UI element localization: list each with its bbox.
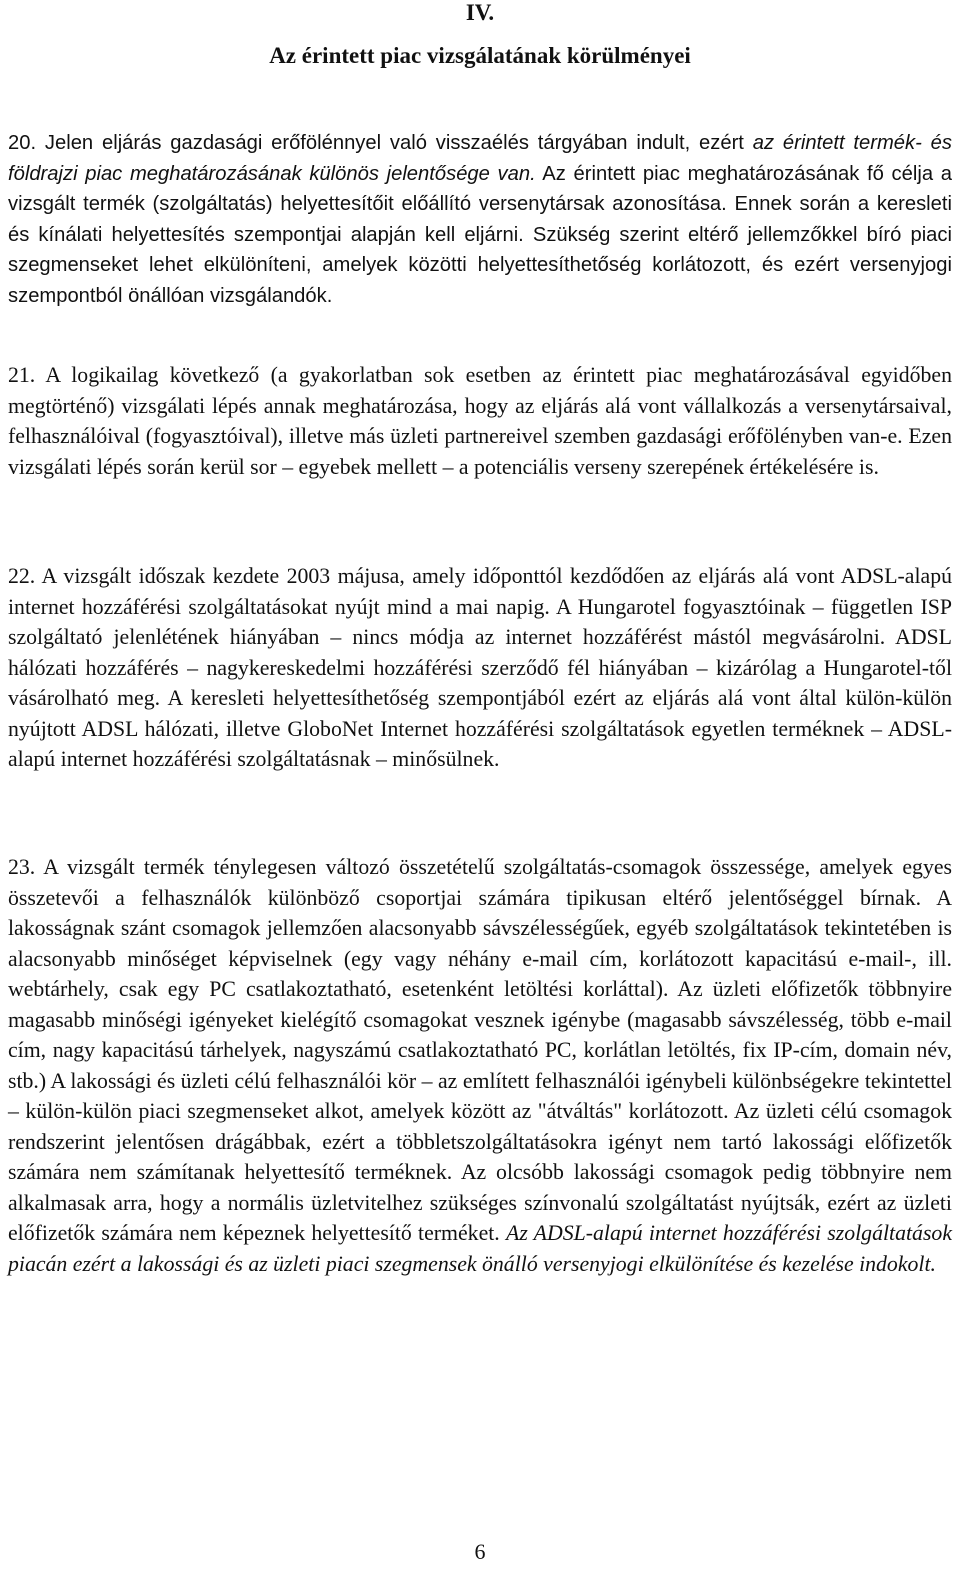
paragraph-text: A vizsgált időszak kezdete 2003 májusa, amely időponttól kezdődően az eljárás alá vont ADSL-alapú internet hozzáférési szolgáltatásokat nyújt mind a mai napig. A Hungarotel fogyasztóinak – független ISP szolgáltató jelenlétének hiányában – nincs módja az internet hozzáférést mástól megvásárolni. ADSL hálózati hozzáférés – nagykereskedelmi hozzáférési szerződő fél hiányában – kizárólag a Hungarotel-től vásárolható meg. A keresleti helyettesíthetőség szempontjából ezért az eljárás alá vont által külön-külön nyújtott ADSL hálózati, illetve GloboNet Internet hozzáférési szolgáltatások egyetlen terméknek – ADSL-alapú internet hozzáférési szolgáltatásnak – minősülnek. bbox=[8, 564, 952, 771]
paragraph-text: A vizsgált termék ténylegesen változó összetételű szolgáltatás-csomagok összessége, amelyek egyes összetevői a felhasználók különböző csoportjai számára tipikusan eltérő jelentőséggel bírnak. A lakosságnak szánt csomagok jellemzően alacsonyabb sávszélességűek, egyéb szolgáltatások tekintetében is alacsonyabb minőséget képviselnek (egy vagy néhány e-mail cím, korlátozott kapacitású e-mail-, ill. webtárhely, csak egy PC csatlakoztatható, esetenként letöltési korláttal). Az üzleti előfizetők többnyire magasabb minőségi igényeket kielégítő csomagokat vesznek igénybe (magasabb sávszélesség, több e-mail cím, nagy kapacitású tárhelyek, nagyszámú csatlakoztatható PC, korlátlan letöltés, fix IP-cím, domain név, stb.) A lakossági és üzleti célú felhasználói kör – az említett felhasználói igénybeli különbségekre tekintettel – külön-külön piaci szegmenseket alkot, amelyek között az "átváltás" korlátozott. Az üzleti célú csomagok rendszerint jelentősen drágábbak, ezért a többletszolgáltatásokra igényt nem tartó lakossági előfizetők számára nem számítanak helyettesítő terméknek. Az olcsóbb lakossági csomagok pedig többnyire nem alkalmasak arra, hogy a normális üzletvitelhez szükséges színvonalú szolgáltatást nyújtsák, ezért az üzleti előfizetők számára nem képeznek helyettesítő terméket. bbox=[8, 855, 952, 1245]
paragraph-number: 23. bbox=[8, 855, 36, 879]
section-title: Az érintett piac vizsgálatának körülményei bbox=[269, 43, 691, 68]
paragraph-text-italic: az érintett termék- és földrajzi piac meghatározásának különös jelentősége van. bbox=[8, 132, 952, 185]
paragraph-number: 20. bbox=[8, 132, 37, 154]
page-number: 6 bbox=[474, 1539, 486, 1564]
paragraph-text-italic: Az ADSL-alapú internet hozzáférési szolgáltatások piacán ezért a lakossági és az üzleti piaci szegmensek önálló versenyjogi elkülönítése és kezelése indokolt. bbox=[8, 1221, 952, 1276]
paragraph-number: 22. bbox=[8, 564, 36, 588]
paragraph-21 bbox=[8, 360, 952, 482]
paragraph-23 bbox=[8, 852, 952, 1279]
paragraph-number: 21. bbox=[8, 363, 36, 387]
paragraph-text: Jelen eljárás gazdasági erőfölénnyel való visszaélés tárgyában indult, ezért bbox=[36, 132, 753, 154]
section-number: IV. bbox=[465, 0, 495, 25]
paragraph-text: A logikailag következő (a gyakorlatban sok esetben az érintett piac meghatározásával egyidőben megtörténő) vizsgálati lépés annak meghatározása, hogy az eljárás alá vont vállalkozás a versenytársaival, felhasználóival (fogyasztóival), illetve más üzleti partnereivel szemben gazdasági erőfölényben van-e. Ezen vizsgálati lépés során kerül sor – egyebek mellett – a potenciális verseny szerepének értékelésére is. bbox=[8, 363, 952, 479]
paragraph-text: Az érintett piac meghatározásának fő célja a vizsgált termék (szolgáltatás) helyettesítőit előállító versenytársak azonosítása. Ennek során a keresleti és kínálati helyettesítés szempontjai alapján kell eljárni. Szükség szerint eltérő jellemzőkkel bíró piaci szegmenseket lehet elkülöníteni, amelyek közötti helyettesíthetőség korlátozott, és ezért versenyjogi szempontból önállóan vizsgálandók. bbox=[8, 162, 952, 307]
paragraph-22 bbox=[8, 561, 952, 775]
paragraph-20 bbox=[8, 128, 952, 312]
